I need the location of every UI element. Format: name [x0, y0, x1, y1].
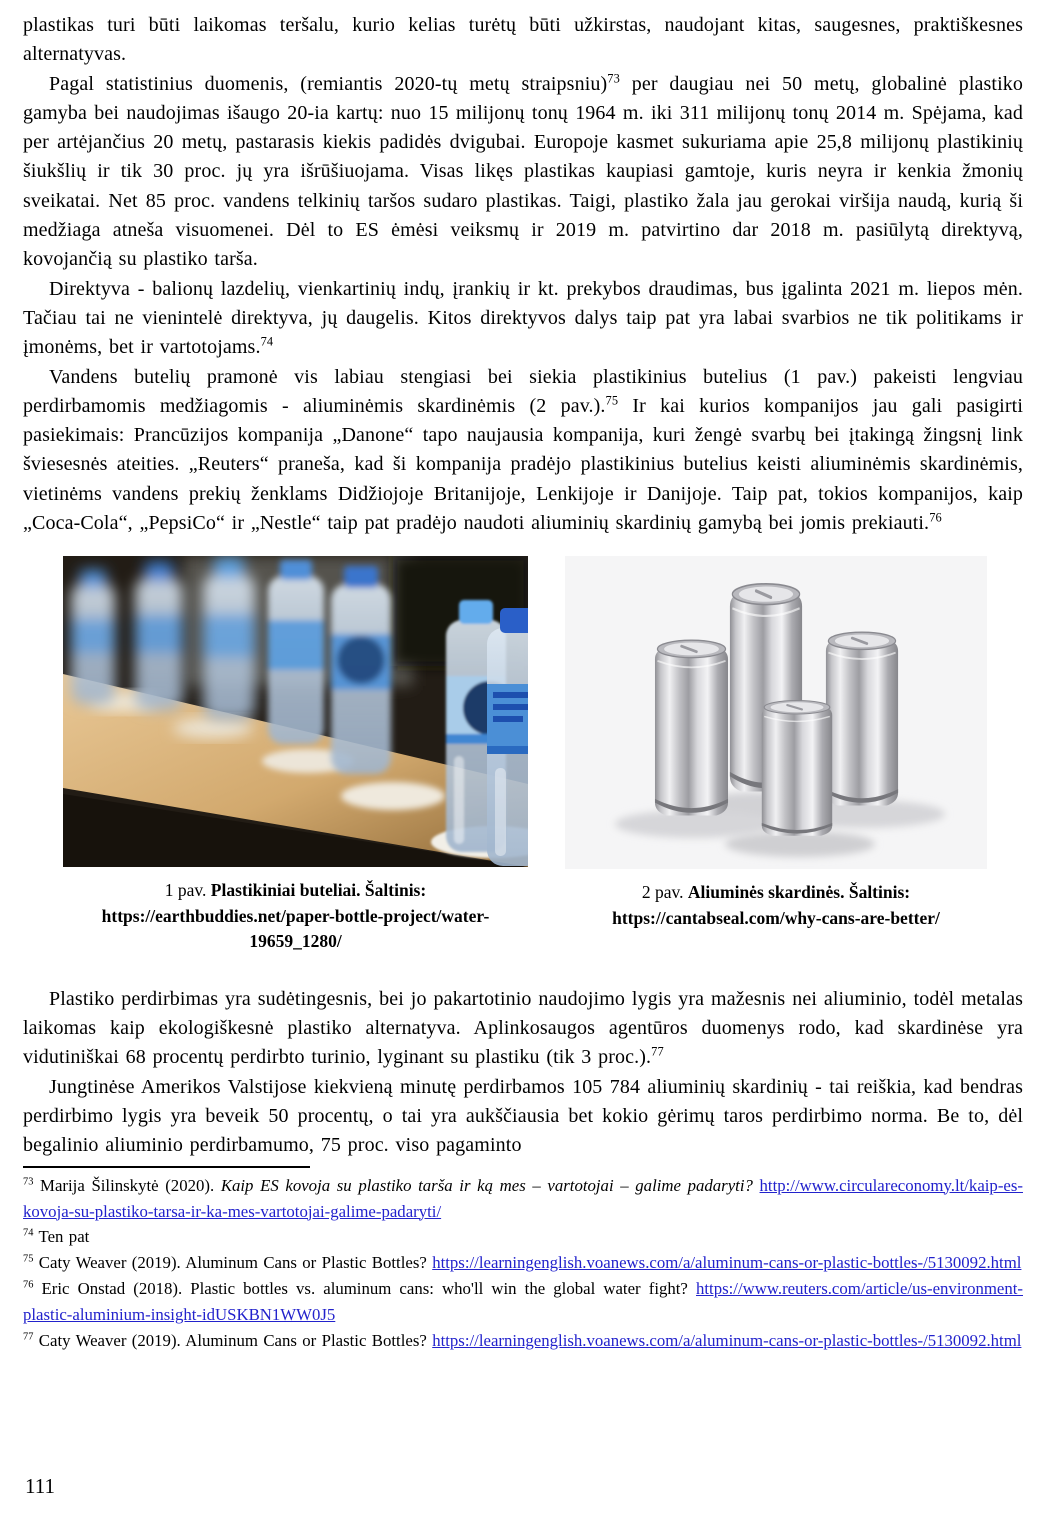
- text-run: Pagal statistinius duomenis, (remiantis 2020-tų metų straipsniu): [49, 72, 608, 95]
- figure-2: [565, 556, 987, 931]
- text-run: 19659_1280/: [249, 931, 342, 952]
- footnote-reference: 76: [23, 1279, 34, 1291]
- hyperlink[interactable]: https://learningenglish.voanews.com/a/aluminum-cans-or-plastic-bottles-/5130092.html: [432, 1331, 1022, 1351]
- paragraph-4: [23, 363, 1023, 539]
- figure-1: [63, 556, 528, 955]
- text-run: 1 pav.: [164, 880, 211, 901]
- footnote-73: [23, 1173, 1023, 1225]
- paragraph-6: [23, 1073, 1023, 1161]
- text-run: Jungtinėse Amerikos Valstijose kiekvieną minutę perdirbamos 105 784 aliuminių skardinių - tai reiškia, kad bendras perdirbimo lygis yra beveik 50 procentų, o tai yra aukščiausia bet kokio gėrimų taros perdirbimo norma. Be to, dėl begalinio aliuminio perdirbamumo, 75 proc. viso pagaminto: [23, 1075, 1023, 1157]
- footnote-reference: 75: [605, 393, 619, 408]
- text-run: https://earthbuddies.net/paper-bottle-project/water-: [101, 905, 490, 926]
- footnote-reference: 76: [929, 510, 942, 525]
- text-run: [753, 1176, 760, 1195]
- footnote-reference: 74: [23, 1227, 34, 1239]
- footnote-reference: 75: [23, 1253, 34, 1265]
- footnote-74: [23, 1224, 1023, 1250]
- text-run: Vandens butelių pramonė vis labiau stengiasi bei siekia plastikinius butelius (1 pav.) pakeisti lengviau perdirbamomis medžiagomis - aliuminėmis skardinėmis (2 pav.).: [23, 365, 1023, 417]
- aluminum-cans-image: [565, 556, 987, 869]
- text-run: Direktyva - balionų lazdelių, vienkartinių indų, įrankių ir kt. prekybos draudimas, bus įgalinta 2021 m. liepos mėn. Tačiau tai ne vienintelė direktyva, jų daugelis. Kitos direktyvos dalys taip pat yra labai svarbios ne tik politikams ir įmonėms, bet ir vartotojams.: [23, 277, 1023, 359]
- paragraph-3: [23, 275, 1023, 363]
- text-run: https://cantabseal.com/why-cans-are-better/: [612, 907, 940, 928]
- text-run: Kaip ES kovoja su plastiko tarša ir ką mes – vartotojai – galime padaryti?: [220, 1175, 753, 1195]
- hyperlink[interactable]: https://www.reuters.com/article/us-environment-plastic-aluminium-insight-idUSKBN1WW0J5: [23, 1279, 1023, 1325]
- page-number: 111: [25, 1474, 55, 1498]
- text-run: Eric Onstad (2018). Plastic bottles vs. aluminum cans: who'll win the global water fight?: [33, 1279, 696, 1299]
- text-run: Plastiko perdirbimas yra sudėtingesnis, bei jo pakartotinio naudojimo lygis yra mažesnis nei aliuminio, todėl metalas laikomas kaip ekologiškesnė plastiko alternatyva. Aplinkosaugos agentūros duomenys rodo, kad skardinėse yra vidutiniškai 68 procentų perdirbto turinio, lyginant su plastiku (tik 3 proc.).: [23, 987, 1023, 1069]
- text-run: plastikas turi būti laikomas teršalu, kurio kelias turėtų būti užkirstas, naudojant kitas, saugesnes, praktiškesnes alternatyvas.: [23, 14, 1023, 66]
- figure-2-caption: [565, 880, 987, 931]
- footnote-reference: 73: [23, 1176, 34, 1188]
- footnote-77: [23, 1328, 1023, 1354]
- text-run: per daugiau nei 50 metų, globalinė plastiko gamyba bei naudojimas išaugo 20-ia kartų: nuo 15 milijonų tonų 1964 m. iki 311 milijonų tonų 2014 m. Spėjama, kad per artėjančius 20 metų, pastarasis kiekis padidės dvigubai. Europoje kasmet sukuriama apie 25,8 milijonų plastikinių šiukšlių ir tik 30 proc. jų yra išrūšiuojama. Visas likęs plastikas kaupiasi gamtoje, kuris neyra ir kenkia žmonių sveikatai. Net 85 proc. vandens telkinių taršos sudaro plastikas. Taigi, plastiko žala jau gerokai viršija naudą, kurią ši medžiaga atneša visuomenei. Dėl to ES ėmėsi veiksmų ir 2019 m. patvirtino dar 2018 m. pasiūlytą direktyvą, kovojančią su plastiko tarša.: [23, 72, 1023, 271]
- text-run: Plastikiniai buteliai. Šaltinis:: [210, 880, 427, 901]
- paragraph-5: [23, 985, 1023, 1073]
- footnote-reference: 77: [23, 1331, 34, 1343]
- paragraph-1: [23, 11, 1023, 70]
- figure-1-caption: [63, 878, 528, 955]
- text-run: Ten pat: [33, 1227, 90, 1247]
- hyperlink[interactable]: http://www.circulareconomy.lt/kaip-es-kovoja-su-plastiko-tarsa-ir-ka-mes-vartotojai-galime-padaryti/: [23, 1175, 1023, 1221]
- text-run: Aliuminės skardinės. Šaltinis:: [687, 882, 911, 903]
- footnote-76: [23, 1276, 1023, 1328]
- footnote-75: [23, 1250, 1023, 1276]
- footnote-separator: [23, 1166, 310, 1168]
- text-run: Caty Weaver (2019). Aluminum Cans or Plastic Bottles?: [33, 1253, 433, 1273]
- footnote-reference: 74: [260, 334, 274, 349]
- footnotes-section: [23, 1173, 1023, 1354]
- plastic-bottles-photo: [63, 556, 528, 867]
- text-run: 2 pav.: [641, 882, 688, 903]
- figures-row: [23, 556, 1023, 955]
- paragraph-2: [23, 70, 1023, 275]
- text-run: Caty Weaver (2019). Aluminum Cans or Plastic Bottles?: [33, 1331, 433, 1351]
- footnote-reference: 77: [651, 1044, 664, 1059]
- text-run: Marija Šilinskytė (2020).: [33, 1175, 221, 1195]
- footnote-reference: 73: [607, 70, 620, 85]
- text-run: Ir kai kurios kompanijos jau gali pasigirti pasiekimais: Prancūzijos kompanija „Danone“ tapo naujausia kompanija, kuri žengė svarbų bei įtakingą žingsnį link šviesesnės ateities. „Reuters“ praneša, kad ši kompanija pradėjo plastikinius butelius keisti aliuminėmis skardinėmis, vietinėms vandens prekių ženklams Didžiojoje Britanijoje, Lenkijoje ir Danijoje. Taip pat, tokios kompanijos, kaip „Coca-Cola“, „PepsiCo“ ir „Nestle“ taip pat pradėjo naudoti aliuminių skardinių gamybą bei jomis prekiauti.: [23, 394, 1023, 535]
- hyperlink[interactable]: https://learningenglish.voanews.com/a/aluminum-cans-or-plastic-bottles-/5130092.html: [432, 1253, 1022, 1273]
